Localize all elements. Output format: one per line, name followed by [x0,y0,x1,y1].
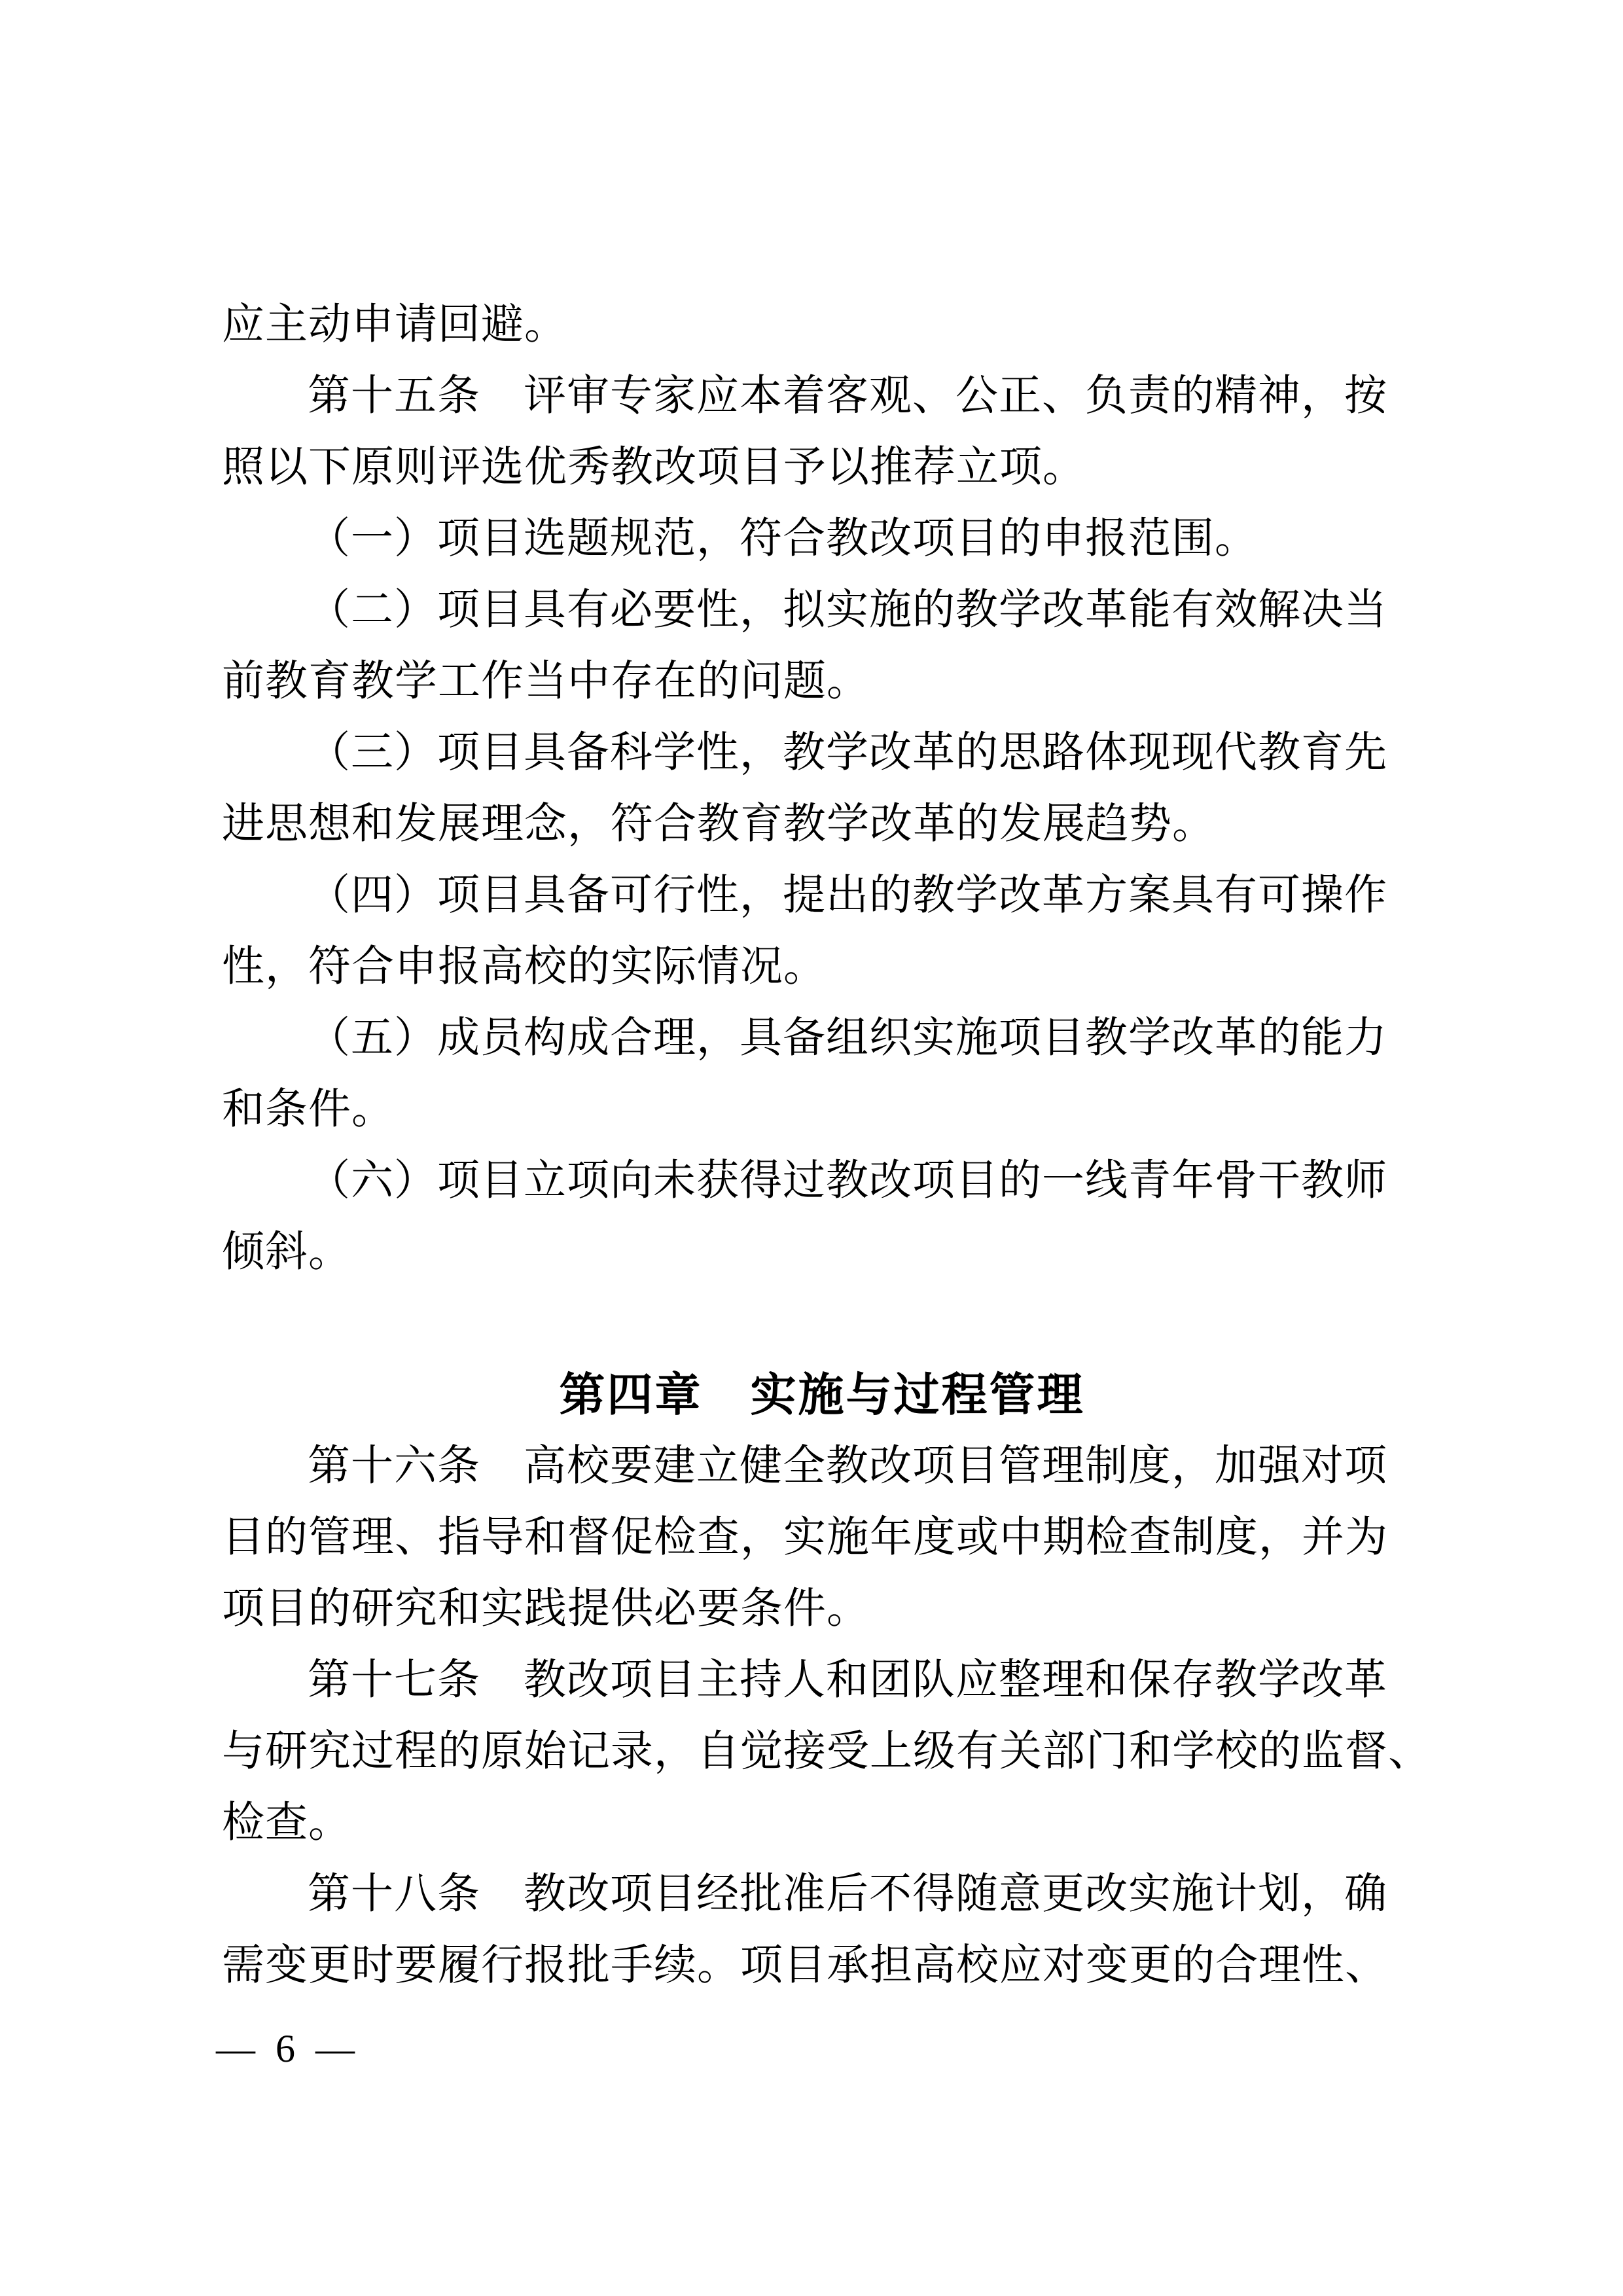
blank-line [222,1288,1422,1359]
text-line-12: 和条件。 [222,1086,395,1133]
text-line-3: 照以下原则评选优秀教改项目予以推荐立项。 [222,444,1086,491]
chapter-4-heading: 第四章 实施与过程管理 [559,1369,1085,1420]
text-line-16: 目的管理、指导和督促检查，实施年度或中期检查制度，并为 [222,1514,1389,1561]
text-line-17: 项目的研究和实践提供必要条件。 [222,1585,870,1632]
page-number: — 6 — [216,2027,360,2070]
text-line-6: 前教育教学工作当中存在的问题。 [222,658,870,705]
text-line-15: 第十六条 高校要建立健全教改项目管理制度，加强对项 [308,1443,1388,1490]
text-line-2: 第十五条 评审专家应本着客观、公正、负责的精神，按 [308,372,1388,420]
text-line-10: 性，符合申报高校的实际情况。 [222,943,827,990]
document-body [222,289,1432,2001]
text-line-20: 检查。 [222,1799,352,1846]
text-line-4: （一）项目选题规范，符合教改项目的申报范围。 [308,515,1258,562]
text-line-19: 与研究过程的原始记录，自觉接受上级有关部门和学校的监督、 [222,1728,1432,1775]
text-line-18: 第十七条 教改项目主持人和团队应整理和保存教学改革 [308,1657,1388,1704]
text-line-5: （二）项目具有必要性，拟实施的教学改革能有效解决当 [308,586,1388,634]
text-line-22: 需变更时要履行报批手续。项目承担高校应对变更的合理性、 [222,1942,1389,1989]
text-line-14: 倾斜。 [222,1229,352,1276]
text-line-21: 第十八条 教改项目经批准后不得随意更改实施计划，确 [308,1871,1388,1918]
text-line-7: （三）项目具备科学性，教学改革的思路体现现代教育先 [308,729,1388,776]
text-line-9: （四）项目具备可行性，提出的教学改革方案具有可操作 [308,872,1388,919]
text-line-13: （六）项目立项向未获得过教改项目的一线青年骨干教师 [308,1157,1388,1204]
text-line-11: （五）成员构成合理，具备组织实施项目教学改革的能力 [308,1014,1388,1062]
text-line-1: 应主动申请回避。 [222,301,568,348]
text-line-8: 进思想和发展理念，符合教育教学改革的发展趋势。 [222,800,1216,848]
